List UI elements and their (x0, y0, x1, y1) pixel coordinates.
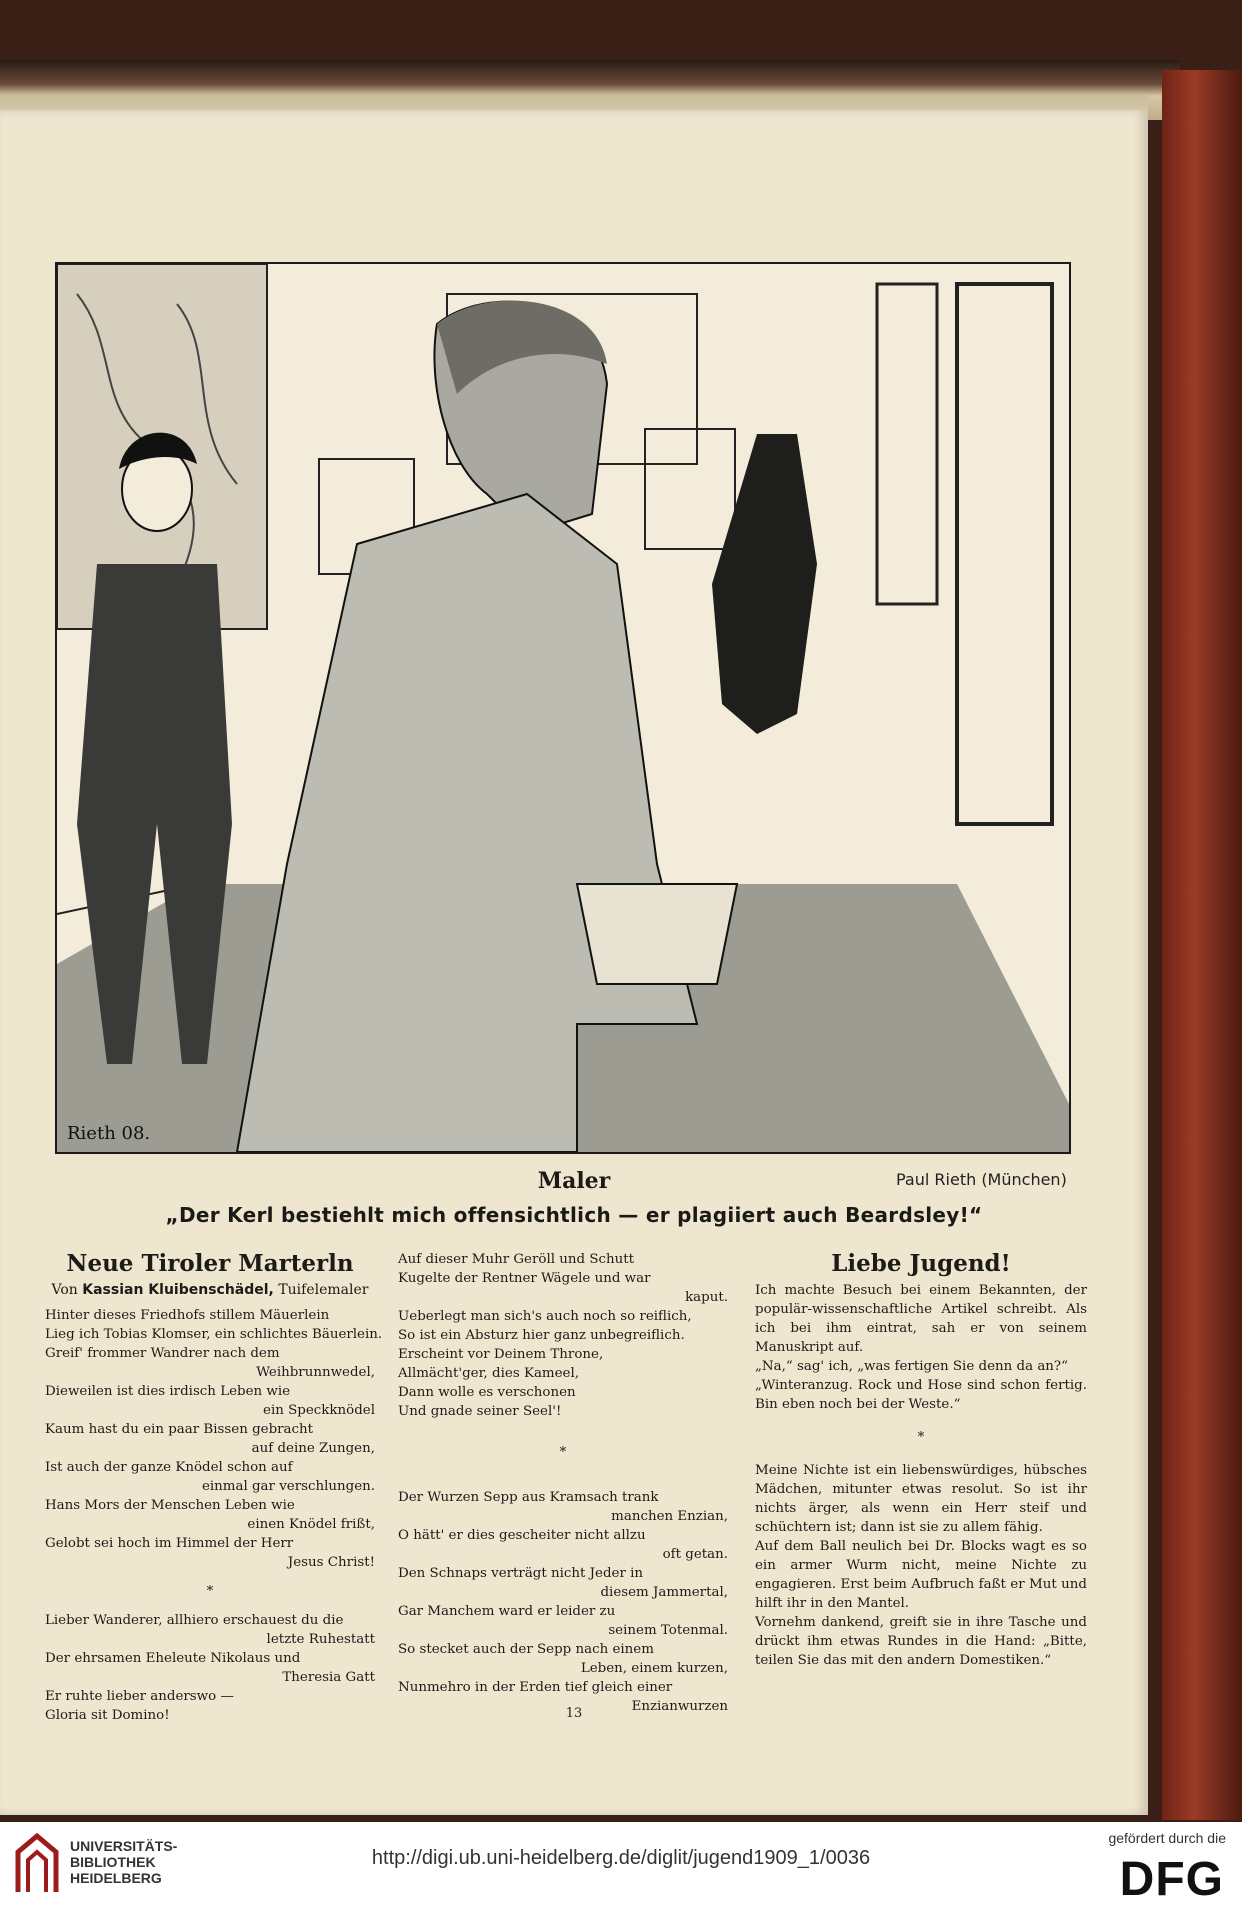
wall-painting-far-right (957, 284, 1052, 824)
poem-line: Der ehrsamen Eheleute Nikolaus und (45, 1651, 301, 1666)
man-back (712, 434, 817, 734)
poem-line: Allmächt'ger, dies Kameel, (398, 1366, 580, 1381)
poem-column-1 (45, 1250, 383, 1725)
poem-line: Kaum hast du ein paar Bissen gebracht (45, 1422, 314, 1437)
poem-line: oft getan. (662, 1547, 728, 1562)
book-cover-side (1162, 70, 1242, 1820)
poem-line: Lieber Wanderer, allhiero erschauest du die (45, 1613, 344, 1628)
poem-line: Auf dieser Muhr Geröll und Schutt (398, 1252, 635, 1267)
poem-line: Er ruhte lieber anderswo — (45, 1689, 234, 1704)
poem-line: diesem Jammertal, (600, 1585, 728, 1600)
illustration-drawing (57, 264, 1069, 1152)
library-name-line: BIBLIOTHEK (70, 1854, 156, 1870)
poem-line: Greif' frommer Wandrer nach dem (45, 1346, 280, 1361)
section-star: * (559, 1445, 567, 1460)
letter-column (755, 1250, 1087, 1670)
poem-column-2 (398, 1250, 728, 1716)
letter-paragraph: Auf dem Ball neulich bei Dr. Blocks wagt es so ein armer Wurm nicht, meine Nichte zu engagieren. Erst beim Aufbruch faßt er Mut und hilft ihr in den Mantel. (755, 1539, 1087, 1611)
viewer-footer (0, 1822, 1242, 1911)
poem-line: Hinter dieses Friedhofs stillem Mäuerlein (45, 1308, 330, 1323)
dfg-logo: DFG (1119, 1853, 1224, 1906)
section-star: * (917, 1430, 925, 1445)
poem-line: einen Knödel frißt, (247, 1517, 375, 1532)
painter-hands (577, 884, 737, 984)
poem-line: O hätt' er dies gescheiter nicht allzu (398, 1528, 646, 1543)
caption-quote: „Der Kerl bestiehlt mich offensichtlich — er plagiiert auch Beardsley!“ (165, 1203, 983, 1227)
page-number: 13 (565, 1706, 583, 1721)
letter-paragraph: Vornehm dankend, greift sie in ihre Tasche und drückt ihm etwas Rundes in die Hand: „Bitte, teilen Sie das mit den andern Domestiken.“ (755, 1615, 1087, 1668)
poem-line: Den Schnaps verträgt nicht Jeder in (398, 1566, 644, 1581)
poem-line: So ist ein Absturz hier ganz unbegreiflich. (398, 1328, 685, 1343)
poem-line: Leben, einem kurzen, (580, 1661, 728, 1676)
funded-by-label: gefördert durch die (1108, 1830, 1226, 1846)
poem-line: Lieg ich Tobias Klomser, ein schlichtes Bäuerlein. (45, 1327, 383, 1342)
poem-line: Ueberlegt man sich's auch noch so reiflich, (398, 1309, 692, 1324)
poem-author: Kassian Kluibenschädel, (82, 1282, 274, 1298)
poem-line: Gloria sit Domino! (45, 1708, 170, 1723)
poem-line: Hans Mors der Menschen Leben wie (45, 1498, 295, 1513)
letter-paragraph: „Na,“ sag' ich, „was fertigen Sie denn da an?“ (755, 1359, 1068, 1374)
poem-line: Kugelte der Rentner Wägele und war (398, 1271, 651, 1286)
poem-line: auf deine Zungen, (251, 1441, 375, 1456)
poem-line: ein Speckknödel (263, 1403, 375, 1418)
poem-line: letzte Ruhestatt (266, 1632, 375, 1647)
letter-title: Liebe Jugend! (831, 1250, 1011, 1277)
wall-painting-right (877, 284, 937, 604)
poem-byline (45, 1281, 375, 1300)
poem-line: seinem Totenmal. (608, 1623, 728, 1638)
library-name-line: HEIDELBERG (70, 1870, 162, 1886)
poem-line: Und gnade seiner Seel'! (398, 1404, 562, 1419)
poem-line: manchen Enzian, (611, 1509, 728, 1524)
letter-paragraph: Meine Nichte ist ein liebenswürdiges, hübsches Mädchen, mitunter etwas resolut. So ist ihr nichts ärger, als wenn ein Herr steif und schüchtern ist; dann ist sie zu allem fähig. (755, 1463, 1087, 1535)
artist-signature: Rieth 08. (67, 1123, 151, 1144)
poem-line: Gelobt sei hoch im Himmel der Herr (45, 1536, 294, 1551)
artist-credit: Paul Rieth (München) (896, 1170, 1067, 1189)
byline-prefix: Von (51, 1282, 78, 1298)
poem-line: Ist auch der ganze Knödel schon auf (45, 1460, 293, 1475)
poem-title: Neue Tiroler Marterln (66, 1250, 354, 1277)
illustration-painter (55, 262, 1071, 1154)
section-star: * (206, 1584, 214, 1599)
poem-line: Dann wolle es verschonen (398, 1385, 576, 1400)
poem-line: Der Wurzen Sepp aus Kramsach trank (398, 1490, 659, 1505)
poem-line: Jesus Christ! (287, 1555, 375, 1570)
poem-line: Dieweilen ist dies irdisch Leben wie (45, 1384, 291, 1399)
poem-line: Gar Manchem ward er leider zu (398, 1604, 616, 1619)
poem-line: Erscheint vor Deinem Throne, (398, 1347, 604, 1362)
letter-paragraph: „Winteranzug. Rock und Hose sind schon fertig. Bin eben noch bei der Weste.“ (755, 1378, 1087, 1412)
poem-line: Weihbrunnwedel, (256, 1365, 375, 1380)
wall-painting-figure (645, 429, 735, 549)
poem-line: Nunmehro in der Erden tief gleich einer (398, 1680, 673, 1695)
library-name-line: UNIVERSITÄTS- (70, 1838, 178, 1854)
letter-paragraph: Ich machte Besuch bei einem Bekannten, der populär-wissenschaftliche Artikel schreibt. Als ich bei ihm eintrat, sah er von seinem Manuskript auf. (755, 1283, 1087, 1355)
poem-line: kaput. (685, 1290, 728, 1305)
author-role: Tuifelemaler (278, 1282, 369, 1298)
caption-title: Maler (537, 1168, 611, 1194)
poem-line: einmal gar verschlungen. (201, 1479, 375, 1494)
poem-line: Theresia Gatt (282, 1670, 375, 1685)
poem-line: So stecket auch der Sepp nach einem (398, 1642, 654, 1657)
page-url[interactable]: http://digi.ub.uni-heidelberg.de/diglit/jugend1909_1/0036 (371, 1847, 871, 1869)
poem-line: Enzianwurzen (631, 1699, 728, 1714)
